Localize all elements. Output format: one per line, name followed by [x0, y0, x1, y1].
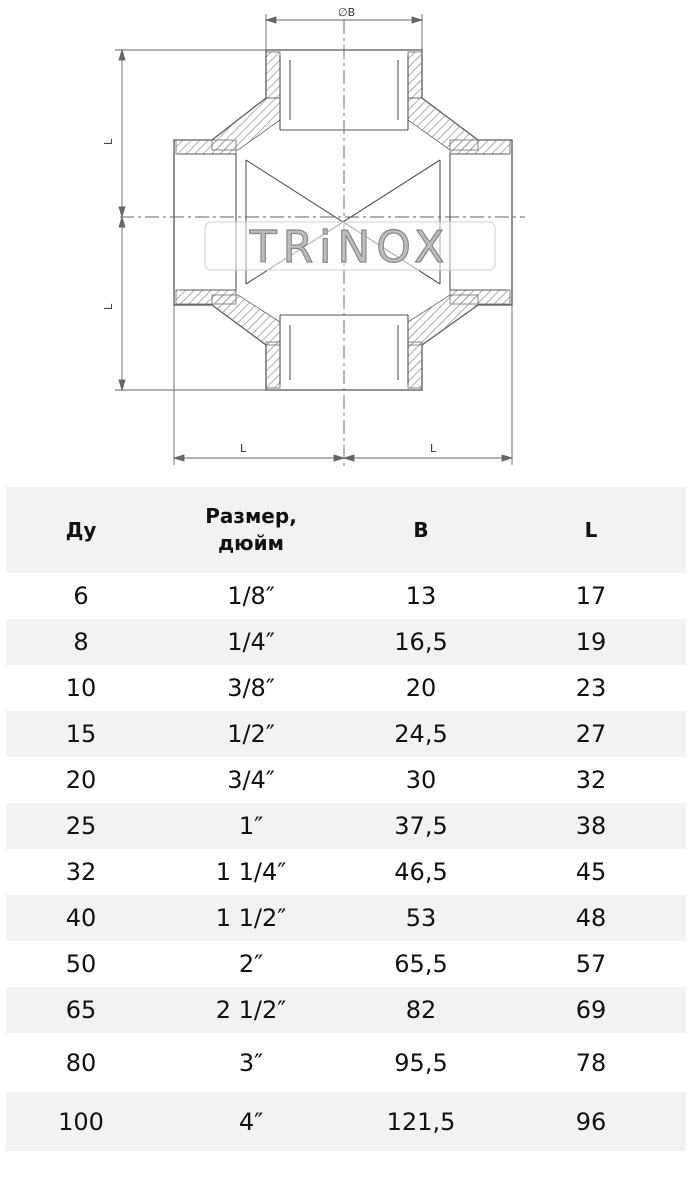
- cell-b: 24,5: [346, 711, 496, 757]
- cell-b: 65,5: [394, 950, 448, 978]
- cell-l: 45: [575, 858, 607, 886]
- cell-du: 15: [6, 711, 156, 757]
- cell-du: 50: [65, 950, 97, 978]
- cell-l: 32: [575, 766, 607, 794]
- header-size-inch: Размер, дюйм: [156, 487, 346, 573]
- table-row: [6, 1092, 686, 1151]
- cell-size: 3″: [238, 1048, 264, 1077]
- cell-du: 100: [6, 1092, 156, 1151]
- table-row: [6, 573, 686, 619]
- cell-l: 96: [496, 1092, 686, 1151]
- dimensions-table: [6, 487, 686, 1151]
- dim-l-left-bottom: L: [102, 303, 115, 310]
- table-row: [6, 757, 686, 803]
- cell-b: 30: [405, 766, 437, 794]
- cell-b: 46,5: [394, 858, 448, 886]
- cell-b: 121,5: [346, 1092, 496, 1151]
- dim-l-left-top: L: [102, 138, 115, 145]
- cell-size: 1/2″: [156, 711, 346, 757]
- cell-du: 80: [65, 1048, 97, 1077]
- technical-drawing-svg: [0, 0, 692, 480]
- cell-size: 1 1/4″: [215, 858, 287, 886]
- cell-du: 32: [65, 858, 97, 886]
- cell-l: 48: [496, 895, 686, 941]
- header-du: Ду: [6, 487, 156, 573]
- header-b: B: [346, 487, 496, 573]
- cell-l: 69: [496, 987, 686, 1033]
- cell-l: 17: [575, 582, 607, 610]
- cell-du: 8: [6, 619, 156, 665]
- cell-du: 25: [6, 803, 156, 849]
- dim-l-bottom-right: L: [430, 442, 437, 455]
- table-header-row: [6, 487, 686, 573]
- table-row: [6, 711, 686, 757]
- cell-du: 6: [73, 582, 89, 610]
- cell-b: 37,5: [346, 803, 496, 849]
- cell-l: 27: [496, 711, 686, 757]
- cell-b: 53: [346, 895, 496, 941]
- diameter-b-label: ∅B: [338, 6, 356, 19]
- table-row: [6, 1033, 686, 1092]
- dim-l-bottom-left: L: [240, 442, 247, 455]
- cell-l: 19: [496, 619, 686, 665]
- table-row: [6, 665, 686, 711]
- cell-size: 1 1/2″: [156, 895, 346, 941]
- cell-b: 20: [405, 674, 437, 702]
- table-row: [6, 803, 686, 849]
- cross-fitting-drawing: [0, 0, 692, 480]
- cell-size: 4″: [156, 1092, 346, 1151]
- header-l: L: [496, 487, 686, 573]
- cell-l: 23: [575, 674, 607, 702]
- cell-du: 20: [65, 766, 97, 794]
- fitting-outline: [174, 50, 512, 390]
- cell-l: 57: [575, 950, 607, 978]
- cell-b: 13: [405, 582, 437, 610]
- table-row: [6, 987, 686, 1033]
- trinox-watermark: TRiNOX: [249, 222, 451, 273]
- cell-b: 16,5: [346, 619, 496, 665]
- cell-size: 1/8″: [227, 582, 275, 610]
- cell-du: 10: [65, 674, 97, 702]
- cell-size: 1″: [156, 803, 346, 849]
- cell-du: 65: [6, 987, 156, 1033]
- cell-size: 2 1/2″: [156, 987, 346, 1033]
- table-row: [6, 619, 686, 665]
- cell-b: 95,5: [394, 1048, 448, 1077]
- cell-size: 3/4″: [227, 766, 275, 794]
- table-row: [6, 895, 686, 941]
- table-row: [6, 849, 686, 895]
- cell-size: 2″: [238, 950, 264, 978]
- cell-size: 3/8″: [227, 674, 275, 702]
- cell-l: 78: [575, 1048, 607, 1077]
- table-body: [6, 573, 686, 1151]
- cell-du: 40: [6, 895, 156, 941]
- cell-l: 38: [496, 803, 686, 849]
- table-row: [6, 941, 686, 987]
- cell-b: 82: [346, 987, 496, 1033]
- cell-size: 1/4″: [156, 619, 346, 665]
